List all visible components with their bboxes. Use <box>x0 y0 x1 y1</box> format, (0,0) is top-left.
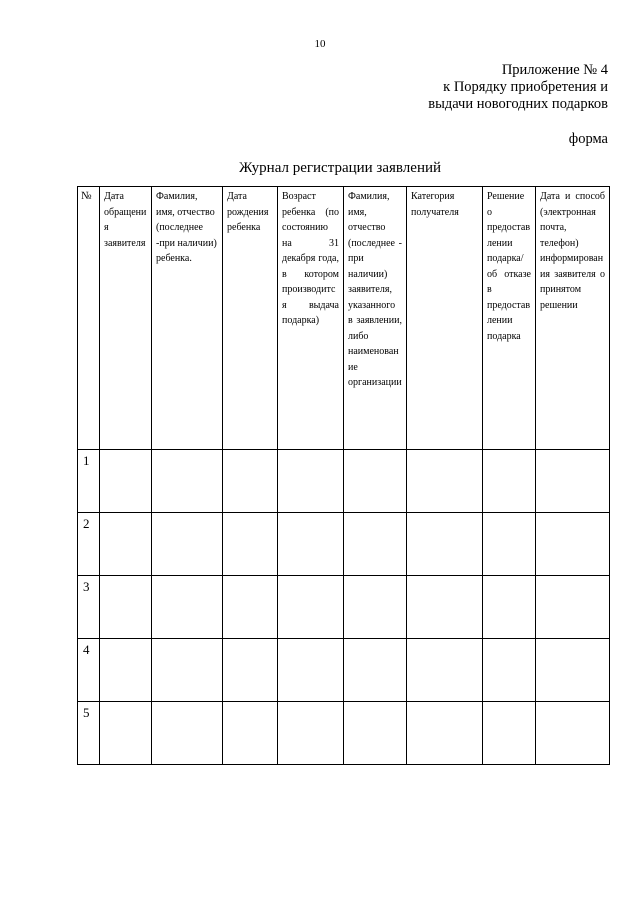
table-cell <box>407 450 483 513</box>
table-cell <box>536 639 610 702</box>
header-child-birth-date: Дата рождения ребенка <box>223 187 278 450</box>
table-cell <box>100 576 152 639</box>
table-cell <box>152 513 223 576</box>
table-row <box>78 576 610 639</box>
annex-title: Приложение № 4 <box>501 62 608 78</box>
form-label: форма <box>568 131 608 147</box>
table-cell <box>407 702 483 765</box>
table-cell <box>407 513 483 576</box>
table-cell <box>483 450 536 513</box>
table-row <box>78 513 610 576</box>
table-cell <box>278 576 344 639</box>
table-cell <box>223 450 278 513</box>
table-cell <box>483 513 536 576</box>
table-cell <box>407 576 483 639</box>
table-cell <box>100 702 152 765</box>
header-applicant-name: Фамилия, имя, отчество (последнее - при наличии) заявителя, указанного в заявлении, либо наименование организации <box>344 187 407 450</box>
annex-reference-line1: к Порядку приобретения и <box>443 79 608 95</box>
table-header-row <box>78 187 610 450</box>
header-child-name: Фамилия, имя, отчество (последнее -при наличии) ребенка. <box>152 187 223 450</box>
table-cell <box>152 702 223 765</box>
table-cell <box>100 639 152 702</box>
table-cell <box>223 702 278 765</box>
registration-journal-table <box>77 186 610 765</box>
table-cell <box>483 576 536 639</box>
table-cell <box>152 639 223 702</box>
annex-reference-line2: выдачи новогодних подарков <box>428 96 608 112</box>
row-number: 3 <box>78 576 100 639</box>
table-cell <box>344 513 407 576</box>
table-cell <box>100 450 152 513</box>
table-cell <box>344 450 407 513</box>
table-cell <box>278 639 344 702</box>
journal-title: Журнал регистрации заявлений <box>238 160 442 176</box>
table-cell <box>223 639 278 702</box>
header-notification: Дата и способ (электронная почта, телефон) информирования заявителя о принятом решении <box>536 187 610 450</box>
table-cell <box>536 576 610 639</box>
row-number: 2 <box>78 513 100 576</box>
row-number: 5 <box>78 702 100 765</box>
page-number: 10 <box>314 38 326 50</box>
table-row <box>78 702 610 765</box>
table-cell <box>100 513 152 576</box>
table-cell <box>344 576 407 639</box>
annex-heading <box>428 62 608 113</box>
table-cell <box>536 513 610 576</box>
row-number: 1 <box>78 450 100 513</box>
table-row <box>78 450 610 513</box>
table-cell <box>278 513 344 576</box>
table-cell <box>536 702 610 765</box>
header-number: № <box>78 187 100 450</box>
table-cell <box>344 702 407 765</box>
table-cell <box>223 513 278 576</box>
table-cell <box>152 576 223 639</box>
table-cell <box>483 702 536 765</box>
table-cell <box>483 639 536 702</box>
table-cell <box>223 576 278 639</box>
table-cell <box>278 450 344 513</box>
header-application-date: Дата обращения заявителя <box>100 187 152 450</box>
header-recipient-category: Категория получателя <box>407 187 483 450</box>
header-decision: Решение о предоставлении подарка/об отказе в предоставлении подарка <box>483 187 536 450</box>
table-cell <box>536 450 610 513</box>
table-cell <box>407 639 483 702</box>
row-number: 4 <box>78 639 100 702</box>
table-cell <box>152 450 223 513</box>
table-cell <box>278 702 344 765</box>
table-cell <box>344 639 407 702</box>
table-row <box>78 639 610 702</box>
header-child-age: Возраст ребенка (по состоянию на 31 декабря года, в котором производится выдача подарка) <box>278 187 344 450</box>
